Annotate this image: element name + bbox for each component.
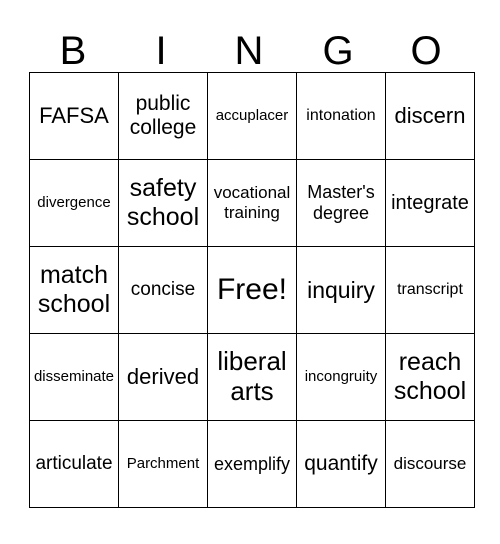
- cell-label: derived: [126, 364, 200, 390]
- board-row: [30, 421, 475, 508]
- bingo-cell[interactable]: [208, 73, 297, 160]
- cell-label: concise: [130, 279, 196, 301]
- bingo-cell[interactable]: [30, 160, 119, 247]
- board-row: [30, 247, 475, 334]
- bingo-cell[interactable]: [119, 160, 208, 247]
- cell-label: safety school: [126, 174, 200, 231]
- board-row: [30, 160, 475, 247]
- cell-label: Parchment: [126, 455, 200, 473]
- cell-label: reach school: [393, 348, 467, 405]
- bingo-cell[interactable]: [297, 247, 386, 334]
- cell-label: integrate: [391, 191, 469, 214]
- free-space-cell[interactable]: [208, 247, 297, 334]
- board-row: [30, 73, 475, 160]
- bingo-header: [29, 30, 470, 72]
- cell-label: match school: [37, 261, 111, 318]
- header-letter-b: B: [59, 29, 87, 73]
- cell-label: discern: [394, 103, 466, 129]
- cell-label: exemplify: [213, 453, 291, 474]
- bingo-cell[interactable]: [208, 334, 297, 421]
- bingo-cell[interactable]: [30, 73, 119, 160]
- bingo-cell[interactable]: [386, 160, 475, 247]
- bingo-cell[interactable]: [297, 73, 386, 160]
- bingo-cell[interactable]: [119, 247, 208, 334]
- cell-label: disseminate: [33, 368, 115, 386]
- cell-label: divergence: [37, 194, 111, 212]
- cell-label: vocational training: [213, 183, 291, 222]
- bingo-cell[interactable]: [386, 334, 475, 421]
- header-letter-g: G: [322, 29, 354, 73]
- bingo-cell[interactable]: [208, 160, 297, 247]
- cell-label: accuplacer: [215, 107, 289, 125]
- cell-label: articulate: [35, 453, 113, 475]
- bingo-board: [29, 72, 475, 508]
- cell-label: inquiry: [307, 276, 375, 303]
- bingo-cell[interactable]: [119, 334, 208, 421]
- cell-label: intonation: [306, 106, 376, 124]
- bingo-cell[interactable]: [30, 334, 119, 421]
- cell-label: transcript: [397, 280, 463, 298]
- cell-label: incongruity: [304, 368, 378, 386]
- header-letter-o: O: [410, 29, 442, 73]
- header-letter-i: I: [155, 29, 167, 73]
- bingo-cell[interactable]: [386, 421, 475, 508]
- free-space-label: Free!: [216, 272, 288, 306]
- bingo-cell[interactable]: [386, 247, 475, 334]
- cell-label: liberal arts: [217, 346, 287, 406]
- bingo-cell[interactable]: [30, 247, 119, 334]
- bingo-cell[interactable]: [208, 421, 297, 508]
- cell-label: Master's degree: [307, 182, 375, 223]
- cell-label: FAFSA: [39, 103, 109, 129]
- cell-label: discourse: [393, 454, 467, 474]
- bingo-cell[interactable]: [297, 160, 386, 247]
- bingo-cell[interactable]: [297, 421, 386, 508]
- bingo-cell[interactable]: [30, 421, 119, 508]
- cell-label: quantify: [304, 451, 378, 475]
- bingo-cell[interactable]: [297, 334, 386, 421]
- bingo-cell[interactable]: [386, 73, 475, 160]
- board-row: [30, 334, 475, 421]
- header-letter-n: N: [234, 29, 264, 73]
- cell-label: public college: [129, 91, 197, 139]
- bingo-cell[interactable]: [119, 421, 208, 508]
- bingo-cell[interactable]: [119, 73, 208, 160]
